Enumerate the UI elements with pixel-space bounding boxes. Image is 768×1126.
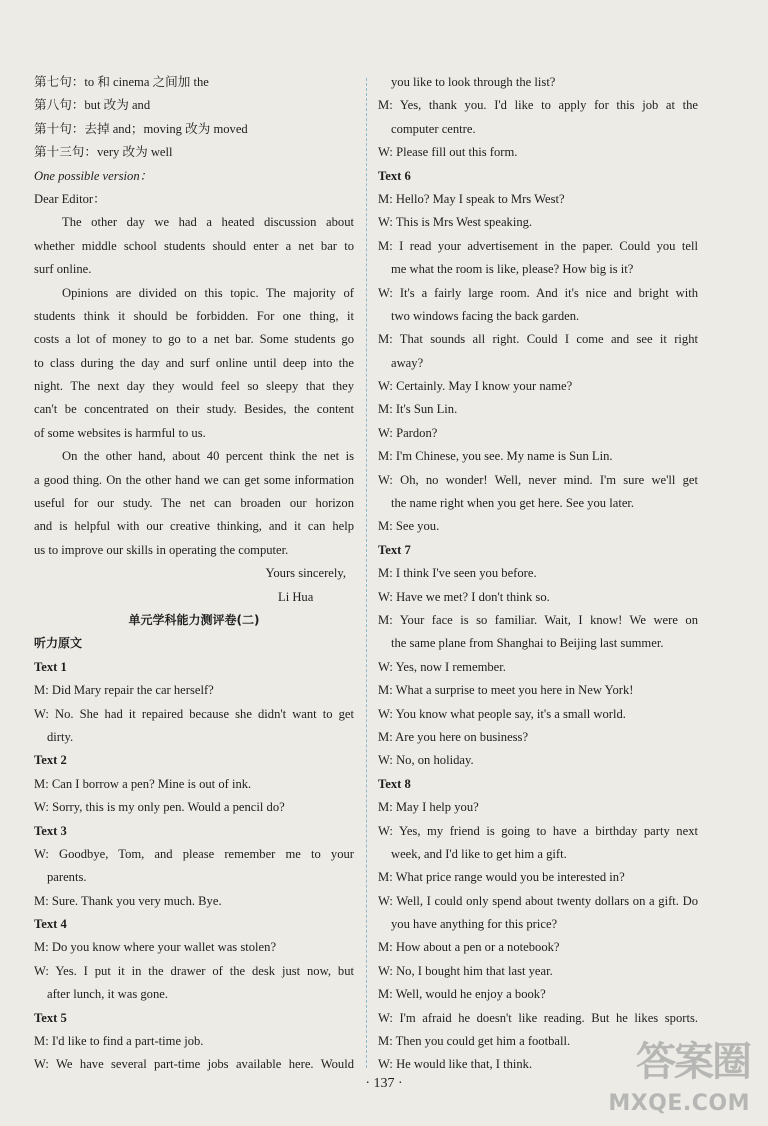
- text-line: W: He would like that, I think.: [378, 1057, 533, 1072]
- text-line: W: Please fill out this form.: [378, 145, 518, 160]
- text-line: M: It's Sun Lin.: [378, 402, 458, 417]
- text-line: Yours sincerely,: [265, 566, 346, 581]
- text-line: W: Yes, now I remember.: [378, 659, 506, 674]
- text-line: W: No. She had it repaired because she didn't want to get: [34, 706, 354, 721]
- text-line: M: Well, would he enjoy a book?: [378, 987, 546, 1002]
- text-line: M: Can I borrow a pen? Mine is out of ink.: [34, 776, 252, 791]
- text-line: and is helpful with our creative thinking, and it can help: [34, 519, 354, 534]
- text-line: M: I read your advertisement in the paper. Could you tell: [378, 238, 698, 253]
- text-line: M: Are you here on business?: [378, 729, 529, 744]
- text-line: M: What a surprise to meet you here in New York!: [378, 683, 634, 698]
- text-line: M: Did Mary repair the car herself?: [34, 683, 214, 698]
- page-number: · 137 ·: [365, 1076, 403, 1091]
- text-line: M: What price range would you be interested in?: [378, 870, 625, 885]
- text-line: W: We have several part-time jobs available here. Would: [34, 1057, 354, 1072]
- text-line: M: I'm Chinese, you see. My name is Sun Lin.: [378, 449, 613, 464]
- text-line: W: You know what people say, it's a small world.: [378, 706, 626, 721]
- text-line: dirty.: [47, 729, 74, 744]
- text-line: W: I'm afraid he doesn't like reading. But he likes sports.: [378, 1010, 698, 1025]
- text-line: can't be concentrated on their study. Besides, the content: [34, 402, 354, 417]
- text-line: W: Oh, no wonder! Well, never mind. I'm sure we'll get: [378, 472, 698, 487]
- text-line: after lunch, it was gone.: [47, 987, 168, 1002]
- text-line: a good thing. On the other hand we can get some information: [34, 472, 354, 487]
- text-line: M: I'd like to find a part-time job.: [34, 1034, 204, 1049]
- text-line: Text 5: [34, 1010, 67, 1025]
- text-line: W: Yes, my friend is going to have a birthday party next: [378, 823, 698, 838]
- text-line: surf online.: [34, 262, 92, 277]
- text-line: two windows facing the back garden.: [391, 308, 580, 323]
- text-line: Text 2: [34, 753, 67, 768]
- text-line: 第七句：to 和 cinema 之间加 the: [34, 75, 209, 89]
- text-line: parents.: [47, 870, 87, 885]
- text-line: to class during the day and surf online until deep into the: [34, 355, 354, 370]
- text-line: computer centre.: [391, 121, 476, 136]
- text-line: Text 1: [34, 659, 67, 674]
- text-line: W: No, I bought him that last year.: [378, 963, 553, 978]
- text-line: M: Yes, thank you. I'd like to apply for this job at the: [378, 98, 698, 113]
- text-line: 第八句：but 改为 and: [34, 98, 151, 113]
- text-line: W: It's a fairly large room. And it's nice and bright with: [378, 285, 698, 300]
- text-line: W: Goodbye, Tom, and please remember me to your: [34, 846, 354, 861]
- text-line: M: May I help you?: [378, 800, 479, 815]
- text-line: the name right when you get here. See you later.: [391, 496, 635, 511]
- text-line: W: Well, I could only spend about twenty dollars on a gift. Do: [378, 893, 698, 908]
- text-line: you like to look through the list?: [391, 75, 556, 89]
- text-line: M: Then you could get him a football.: [378, 1034, 571, 1049]
- watermark-url: MXQE.COM: [608, 1091, 750, 1116]
- text-line: W: Certainly. May I know your name?: [378, 379, 573, 394]
- text-line: W: Sorry, this is my only pen. Would a pencil do?: [34, 800, 285, 815]
- text-line: Text 4: [34, 917, 67, 932]
- text-line: M: Hello? May I speak to Mrs West?: [378, 191, 565, 206]
- text-line: W: Pardon?: [378, 425, 438, 440]
- text-line: useful for our study. The net can broaden our horizon: [34, 496, 354, 511]
- text-line: One possible version：: [34, 168, 153, 183]
- text-line: of some websites is harmful to us.: [34, 425, 206, 440]
- right-column: [378, 71, 698, 1077]
- text-line: M: How about a pen or a notebook?: [378, 940, 560, 955]
- text-line: 第十句：去掉 and；moving 改为 moved: [34, 121, 248, 136]
- text-line: you have anything for this price?: [391, 917, 558, 932]
- text-line: M: Sure. Thank you very much. Bye.: [34, 893, 222, 908]
- text-line: away?: [391, 355, 424, 370]
- text-line: 听力原文: [34, 636, 83, 651]
- text-line: The other day we had a heated discussion about: [62, 215, 354, 230]
- left-column: [34, 71, 354, 1077]
- text-line: M: That sounds all right. Could I come and see it right: [378, 332, 698, 347]
- text-line: M: I think I've seen you before.: [378, 566, 537, 581]
- text-line: students think it should be forbidden. For one thing, it: [34, 308, 354, 323]
- text-line: us to improve our skills in operating the computer.: [34, 542, 289, 557]
- text-line: Opinions are divided on this topic. The majority of: [62, 285, 354, 300]
- watermark-text: 答案圈: [636, 1039, 750, 1085]
- text-line: M: See you.: [378, 519, 440, 534]
- text-line: 第十三句：very 改为 well: [34, 145, 173, 160]
- text-line: W: Yes. I put it in the drawer of the desk just now, but: [34, 963, 354, 978]
- text-line: Text 6: [378, 168, 411, 183]
- text-line: costs a lot of money to go to a net bar. Some students go: [34, 332, 354, 347]
- text-line: week, and I'd like to get him a gift.: [391, 846, 567, 861]
- text-line: M: Your face is so familiar. Wait, I know! We were on: [378, 612, 698, 627]
- text-line: W: No, on holiday.: [378, 753, 474, 768]
- text-line: On the other hand, about 40 percent think the net is: [62, 449, 354, 464]
- watermark-logo: [608, 1030, 754, 1116]
- text-line: Li Hua: [278, 589, 314, 604]
- column-divider: [366, 78, 367, 1068]
- text-line: W: Have we met? I don't think so.: [378, 589, 550, 604]
- text-line: 单元学科能力测评卷(二): [128, 612, 260, 627]
- text-line: M: Do you know where your wallet was stolen?: [34, 940, 277, 955]
- text-line: Dear Editor：: [34, 191, 106, 206]
- text-line: the same plane from Shanghai to Beijing last summer.: [391, 636, 664, 651]
- text-line: Text 3: [34, 823, 67, 838]
- text-line: Text 7: [378, 542, 411, 557]
- text-line: W: This is Mrs West speaking.: [378, 215, 533, 230]
- text-line: Text 8: [378, 776, 411, 791]
- text-line: whether middle school students should enter a net bar to: [34, 238, 354, 253]
- text-line: night. The next day they would feel so sleepy that they: [34, 379, 354, 394]
- text-line: me what the room is like, please? How big is it?: [391, 262, 634, 277]
